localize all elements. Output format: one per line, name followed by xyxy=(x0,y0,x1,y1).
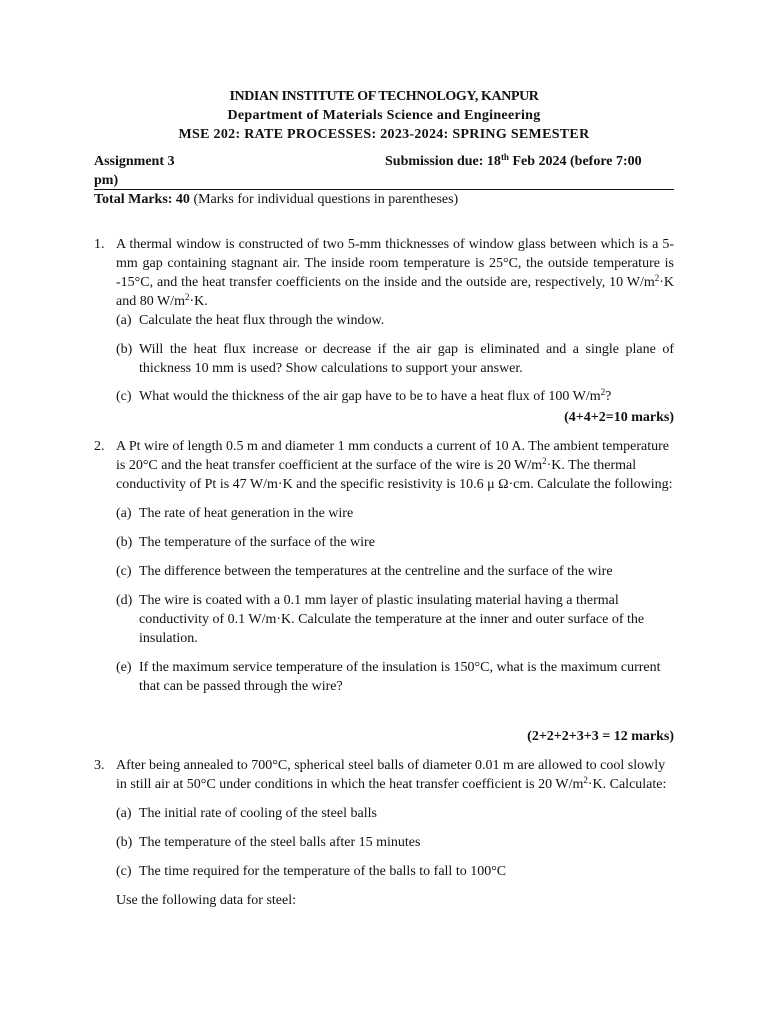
question-text: After being annealed to 700°C, spherical steel balls of diameter 0.01 m are allowed to cool slowly in still air at 50°C under conditions in which the heat transfer coefficient is 20 $W/m^2\cdot K$. Calculate: xyxy=(116,758,667,792)
total-marks: Total Marks: 40 (Marks for individual questions in parentheses) xyxy=(94,192,459,207)
question-part: (e) If the maximum service temperature of the insulation is 150°C, what is the maximum current that can be passed through the wire? xyxy=(116,660,661,694)
question-2 xyxy=(94,437,674,696)
assignment-label: Assignment 3 xyxy=(94,154,175,169)
question-1-marks: (4+4+2=10 marks) xyxy=(564,410,674,425)
question-1 xyxy=(94,235,674,406)
question-part: (c) The time required for the temperature of the balls to fall to 100°C xyxy=(116,864,507,879)
question-3 xyxy=(94,756,674,910)
submission-due: Submission due: 18th Feb 2024 (before 7:00 xyxy=(385,152,642,169)
question-number: 1. xyxy=(94,237,105,252)
question-part: (a) Calculate the heat flux through the window. xyxy=(116,313,385,328)
question-part: (d) The wire is coated with a 0.1 mm layer of plastic insulating material having a thermal conductivity of 0.1 W/m·K. Calculate the temperature at the inner and outer surface of the insulation. xyxy=(116,593,645,646)
question-part: (b) The temperature of the steel balls after 15 minutes xyxy=(116,835,421,850)
submission-due-wrap: pm) xyxy=(94,173,119,188)
question-part: (c) What would the thickness of the air gap have to be to have a heat flux of 100 $W/m^2$? xyxy=(116,387,612,404)
question-number: 3. xyxy=(94,758,105,773)
course-title: MSE 202: RATE PROCESSES: 2023-2024: SPRING SEMESTER xyxy=(178,127,590,142)
steel-data-line: Use the following data for steel: xyxy=(116,893,297,908)
department-name: Department of Materials Science and Engineering xyxy=(227,108,541,123)
question-number: 2. xyxy=(94,439,105,454)
question-part: (a) The rate of heat generation in the wire xyxy=(116,506,354,521)
question-text: A thermal window is constructed of two 5-mm thicknesses of window glass between which is a 5-mm gap containing stagnant air. The inside room temperature is 25°C, the outside temperature is -15°C, and the heat transfer coefficients on the inside and the outside are, respectively, 10 $W/m^2\cdot K$ and 80 $W/m^2\cdot K$. xyxy=(116,237,674,309)
document-header xyxy=(0,87,768,144)
institute-name: INDIAN INSTITUTE OF TECHNOLOGY, KANPUR xyxy=(229,89,539,104)
question-part: (b) Will the heat flux increase or decrease if the air gap is eliminated and a single plane of thickness 10 mm is used? Show calculations to support your answer. xyxy=(116,342,674,376)
question-part: (c) The difference between the temperatures at the centreline and the surface of the wire xyxy=(116,564,613,579)
question-part: (a) The initial rate of cooling of the steel balls xyxy=(116,806,377,821)
question-part: (b) The temperature of the surface of the wire xyxy=(116,535,375,550)
question-text: A Pt wire of length 0.5 m and diameter 1 mm conducts a current of 10 A. The ambient temperature is 20°C and the heat transfer coefficient at the surface of the wire is 20 $W/m^2\cdot K$. The thermal conductivity of Pt is 47 W/m·K and the specific resistivity is 10.6 μ Ω·cm. Calculate the following: xyxy=(116,439,673,492)
question-2-marks: (2+2+2+3+3 = 12 marks) xyxy=(527,729,674,744)
